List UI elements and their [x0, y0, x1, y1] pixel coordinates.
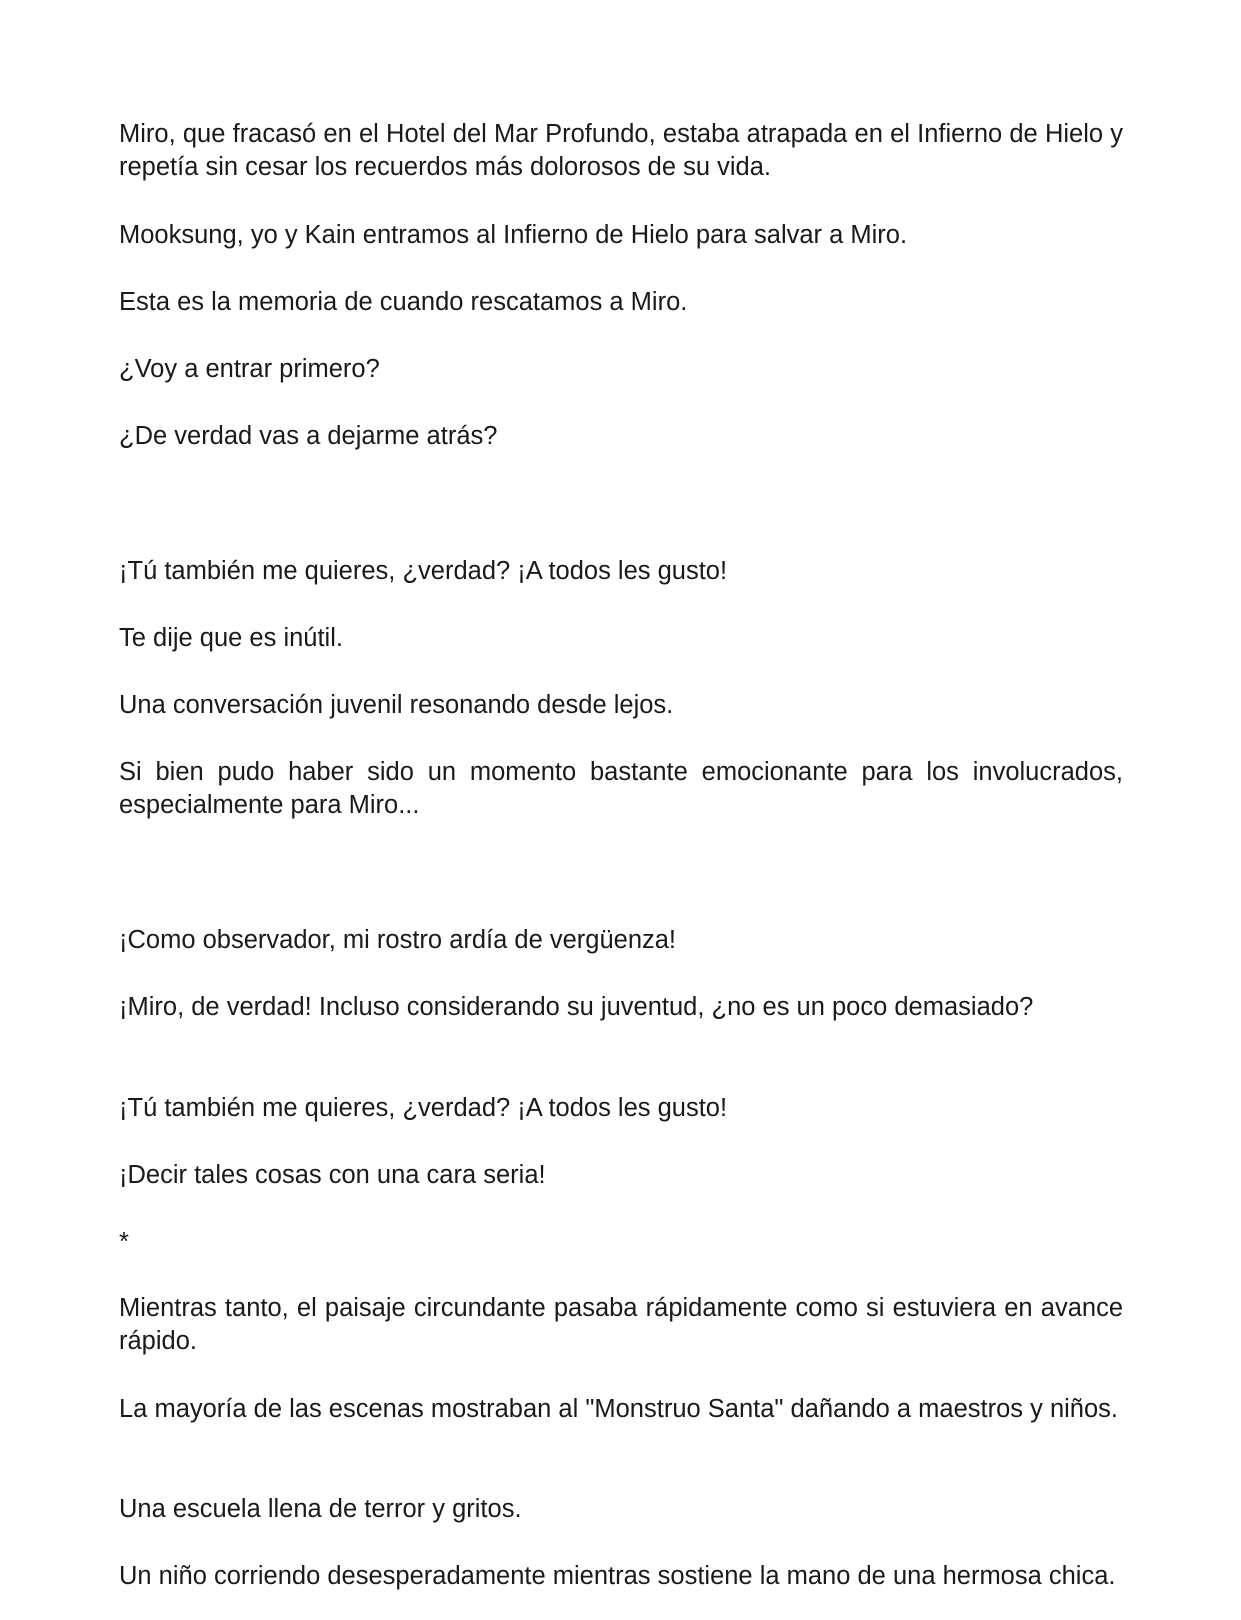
paragraph: ¡Miro, de verdad! Incluso considerando su juventud, ¿no es un poco demasiado?	[119, 993, 1034, 1021]
paragraph: ¿Voy a entrar primero?	[119, 355, 380, 383]
paragraph: ¡Como observador, mi rostro ardía de vergüenza!	[119, 926, 677, 954]
paragraph: La mayoría de las escenas mostraban al "Monstruo Santa" dañando a maestros y niños.	[119, 1395, 1118, 1423]
paragraph: ¡Tú también me quieres, ¿verdad? ¡A todos les gusto!	[119, 557, 728, 585]
paragraph: ¿De verdad vas a dejarme atrás?	[119, 422, 498, 450]
paragraph: Una conversación juvenil resonando desde lejos.	[119, 691, 674, 719]
paragraph: Una escuela llena de terror y gritos.	[119, 1495, 522, 1523]
paragraph: Esta es la memoria de cuando rescatamos a Miro.	[119, 288, 688, 316]
paragraph: Mooksung, yo y Kain entramos al Infierno de Hielo para salvar a Miro.	[119, 221, 908, 249]
paragraph: Un niño corriendo desesperadamente mientras sostiene la mano de una hermosa chica.	[119, 1562, 1116, 1590]
paragraph: Miro, que fracasó en el Hotel del Mar Profundo, estaba atrapada en el Infierno de Hielo y repetía sin cesar los recuerdos más dolorosos de su vida.	[119, 120, 1123, 181]
scene-break: *	[119, 1228, 129, 1256]
paragraph: Mientras tanto, el paisaje circundante pasaba rápidamente como si estuviera en avance rápido.	[119, 1294, 1123, 1355]
paragraph: Te dije que es inútil.	[119, 624, 343, 652]
paragraph: ¡Tú también me quieres, ¿verdad? ¡A todos les gusto!	[119, 1094, 728, 1122]
paragraph: Si bien pudo haber sido un momento bastante emocionante para los involucrados, especialmente para Miro...	[119, 758, 1123, 819]
paragraph: ¡Decir tales cosas con una cara seria!	[119, 1161, 546, 1189]
